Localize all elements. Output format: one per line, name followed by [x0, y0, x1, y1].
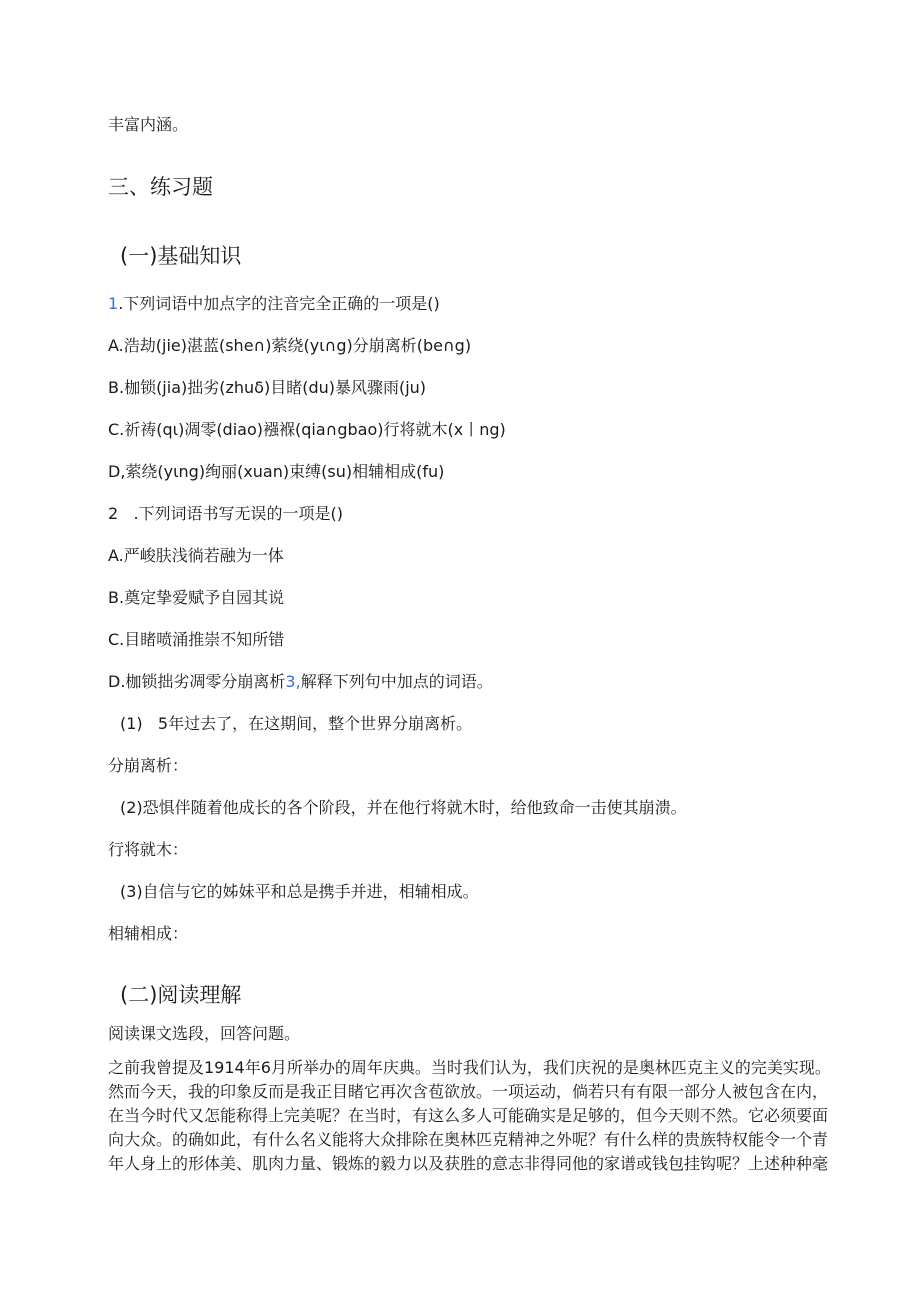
question-2-option-d: D.枷锁拙劣凋零分崩离析 [108, 672, 286, 691]
question-1-stem [108, 294, 440, 314]
question-3-stem: 解释下列句中加点的词语。 [300, 672, 493, 691]
question-3-answer-label-1: 分崩离析： [108, 756, 189, 775]
question-2-option-a: A.严峻肤浅徜若融为一体 [108, 546, 284, 565]
passage-line: 之前我曾提及1914年6月所举办的周年庆典。当时我们认为，我们庆祝的是奥林匹克主义的完美实现。 [108, 1058, 831, 1077]
question-1-option-d: D,萦绕(yιng)绚丽(xuan)束缚(su)相辅相成(fu) [108, 462, 445, 481]
subsection-title-reading: (二)阅读理解 [120, 983, 242, 1007]
question-1-option-a: A.浩劫(jie)湛蓝(she∩)萦绕(yι∩g)分崩离析(be∩g) [108, 336, 472, 355]
question-3-answer-label-3: 相辅相成： [108, 924, 189, 943]
section-title: 三、练习题 [108, 175, 213, 199]
subsection-title-basic: (一)基础知识 [120, 244, 242, 268]
question-3-sentence-3: (3)自信与它的姊妹平和总是携手并进，相辅相成。 [120, 882, 479, 901]
passage-line: 在当今时代又怎能称得上完美呢？在当时，有这么多人可能确实是足够的，但今天则不然。它必须要面 [108, 1106, 829, 1125]
question-3-sentence-1: (1) 5年过去了，在这期间，整个世界分崩离析。 [120, 714, 473, 733]
reading-passage [108, 1056, 831, 1176]
question-3-number: 3, [285, 672, 301, 691]
reading-instruction: 阅读课文选段，回答问题。 [108, 1024, 301, 1043]
question-1-option-c: C.祈祷(qι)凋零(diao)襁褓(qia∩gbao)行将就木(x丨ng) [108, 420, 506, 439]
passage-line: 然而今天，我的印象反而是我正目睹它再次含苞欲放。一项运动，倘若只有有限一部分人被包含在内， [108, 1082, 829, 1101]
question-2-option-b: B.奠定挚爱赋予自园其说 [108, 588, 285, 607]
passage-line: 向大众。的确如此，有什么名义能将大众排除在奥林匹克精神之外呢？有什么样的贵族特权能令一个青 [108, 1130, 829, 1149]
passage-line: 年人身上的形体美、肌肉力量、锻炼的毅力以及获胜的意志非得同他的家谱或钱包挂钩呢？上述种种毫 [108, 1154, 829, 1173]
question-2-option-c: C.目睹喷涌推崇不知所错 [108, 630, 285, 649]
question-2-option-d-and-q3 [108, 672, 493, 692]
question-3-sentence-2: (2)恐惧伴随着他成长的各个阶段，并在他行将就木时，给他致命一击使其崩溃。 [120, 798, 687, 817]
question-1-text: .下列词语中加点字的注音完全正确的一项是() [118, 294, 440, 313]
intro-tail-text: 丰富内涵。 [108, 115, 189, 134]
question-2-stem: 2 .下列词语书写无误的一项是() [108, 504, 344, 523]
question-1-number: 1 [108, 294, 119, 313]
question-1-option-b: B.枷锁(jia)拙劣(zhuδ)目睹(du)暴风骤雨(ju) [108, 378, 427, 397]
question-3-answer-label-2: 行将就木： [108, 840, 189, 859]
